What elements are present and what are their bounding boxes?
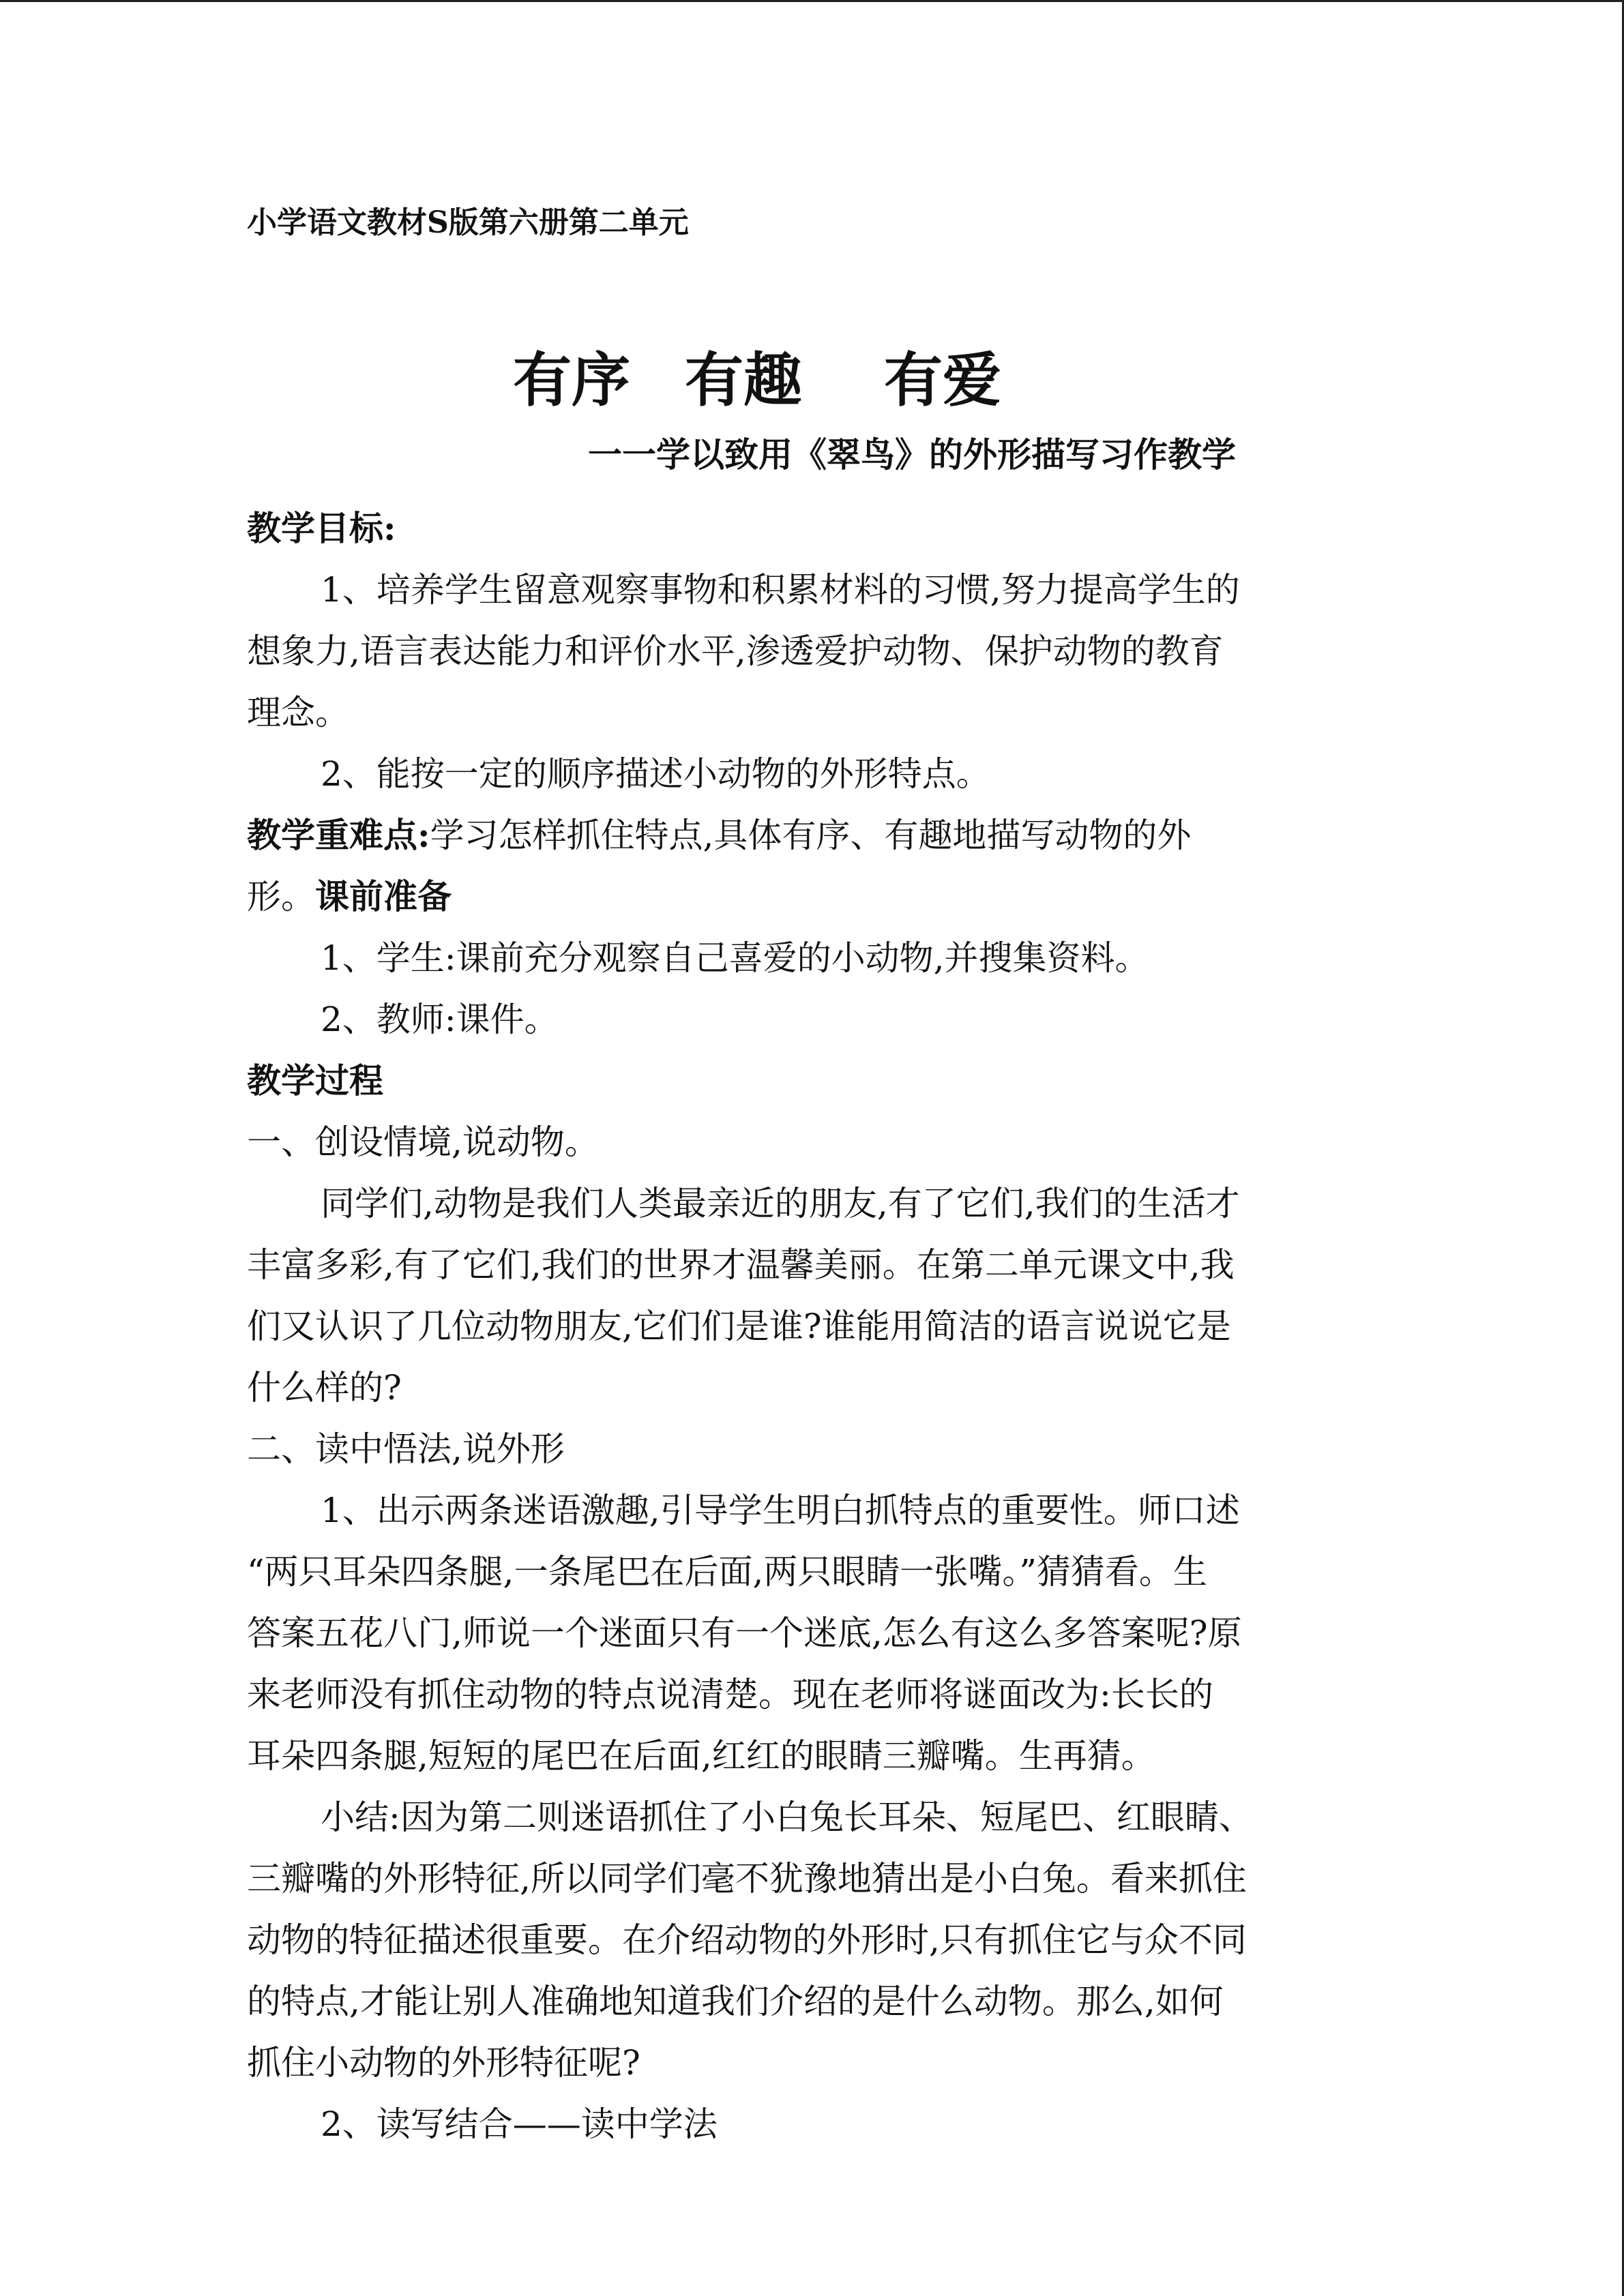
prep-line: 2、教师:课件。 [321,1000,559,1039]
key-points-line [247,805,1365,866]
paragraph-line: 耳朵四条腿,短短的尾巴在后面,红红的眼睛三瓣嘴。生再猜。 [247,1736,1155,1776]
goals-heading: 教学目标: [247,508,396,548]
section-title: 二、读中悟法,说外形 [247,1429,565,1469]
key-points-text: 形。 [247,877,315,916]
prep-heading: 课前准备 [315,876,452,916]
key-points-text: 学习怎样抓住特点,具体有序、有趣地描写动物的外 [430,816,1192,855]
paragraph-line: 什么样的? [247,1368,402,1407]
page-subtitle: 一一学以致用《翠鸟》的外形描写习作教学 [588,434,1236,475]
paragraph-line: “两只耳朵四条腿,一条尾巴在后面,两只眼睛一张嘴。”猜猜看。生 [247,1552,1207,1592]
paragraph-line: 们又认识了几位动物朋友,它们们是谁?谁能用简洁的语言说说它是 [247,1307,1231,1346]
summary-line: 抓住小动物的外形特征呢? [247,2043,640,2083]
section-title: 一、创设情境,说动物。 [247,1122,599,1162]
unit-header: 小学语文教材S版第六册第二单元 [247,205,689,240]
title-part-3: 有爱 [884,346,1001,415]
paragraph-line: 同学们,动物是我们人类最亲近的朋友,有了它们,我们的生活才 [321,1184,1240,1223]
paragraph-line: 答案五花八门,师说一个迷面只有一个迷底,怎么有这么多答案呢?原 [247,1613,1242,1653]
paragraph-line: 来老师没有抓住动物的特点说清楚。现在老师将谜面改为:长长的 [247,1675,1213,1714]
goal-line: 理念。 [247,693,349,732]
summary-line: 的特点,才能让别人准确地知道我们介绍的是什么动物。那么,如何 [247,1982,1224,2021]
step-line: 2、读写结合——读中学法 [321,2104,718,2144]
title-part-2: 有趣 [685,346,802,415]
title-part-1: 有序 [513,346,630,415]
goal-line: 2、能按一定的顺序描述小动物的外形特点。 [321,754,990,794]
key-points-line [247,866,1365,927]
prep-line: 1、学生:课前充分观察自己喜爱的小动物,并搜集资料。 [321,938,1149,978]
paragraph-line: 1、出示两条迷语激趣,引导学生明白抓特点的重要性。师口述 [321,1491,1240,1530]
page-border-top [0,0,1624,2]
process-heading: 教学过程 [247,1060,383,1101]
goal-line: 想象力,语言表达能力和评价水平,渗透爱护动物、保护动物的教育 [247,631,1224,671]
paragraph-line: 丰富多彩,有了它们,我们的世界才温馨美丽。在第二单元课文中,我 [247,1245,1235,1285]
summary-line: 小结:因为第二则迷语抓住了小白兔长耳朵、短尾巴、红眼睛、 [321,1798,1253,1837]
summary-line: 三瓣嘴的外形特征,所以同学们毫不犹豫地猜出是小白兔。看来抓住 [247,1859,1247,1898]
page-title [513,333,1001,417]
key-points-label: 教学重难点: [247,815,430,855]
goal-line: 1、培养学生留意观察事物和积累材料的习惯,努力提高学生的 [321,570,1240,610]
document-body [247,498,1365,2155]
summary-line: 动物的特征描述很重要。在介绍动物的外形时,只有抓住它与众不同 [247,1920,1247,1960]
